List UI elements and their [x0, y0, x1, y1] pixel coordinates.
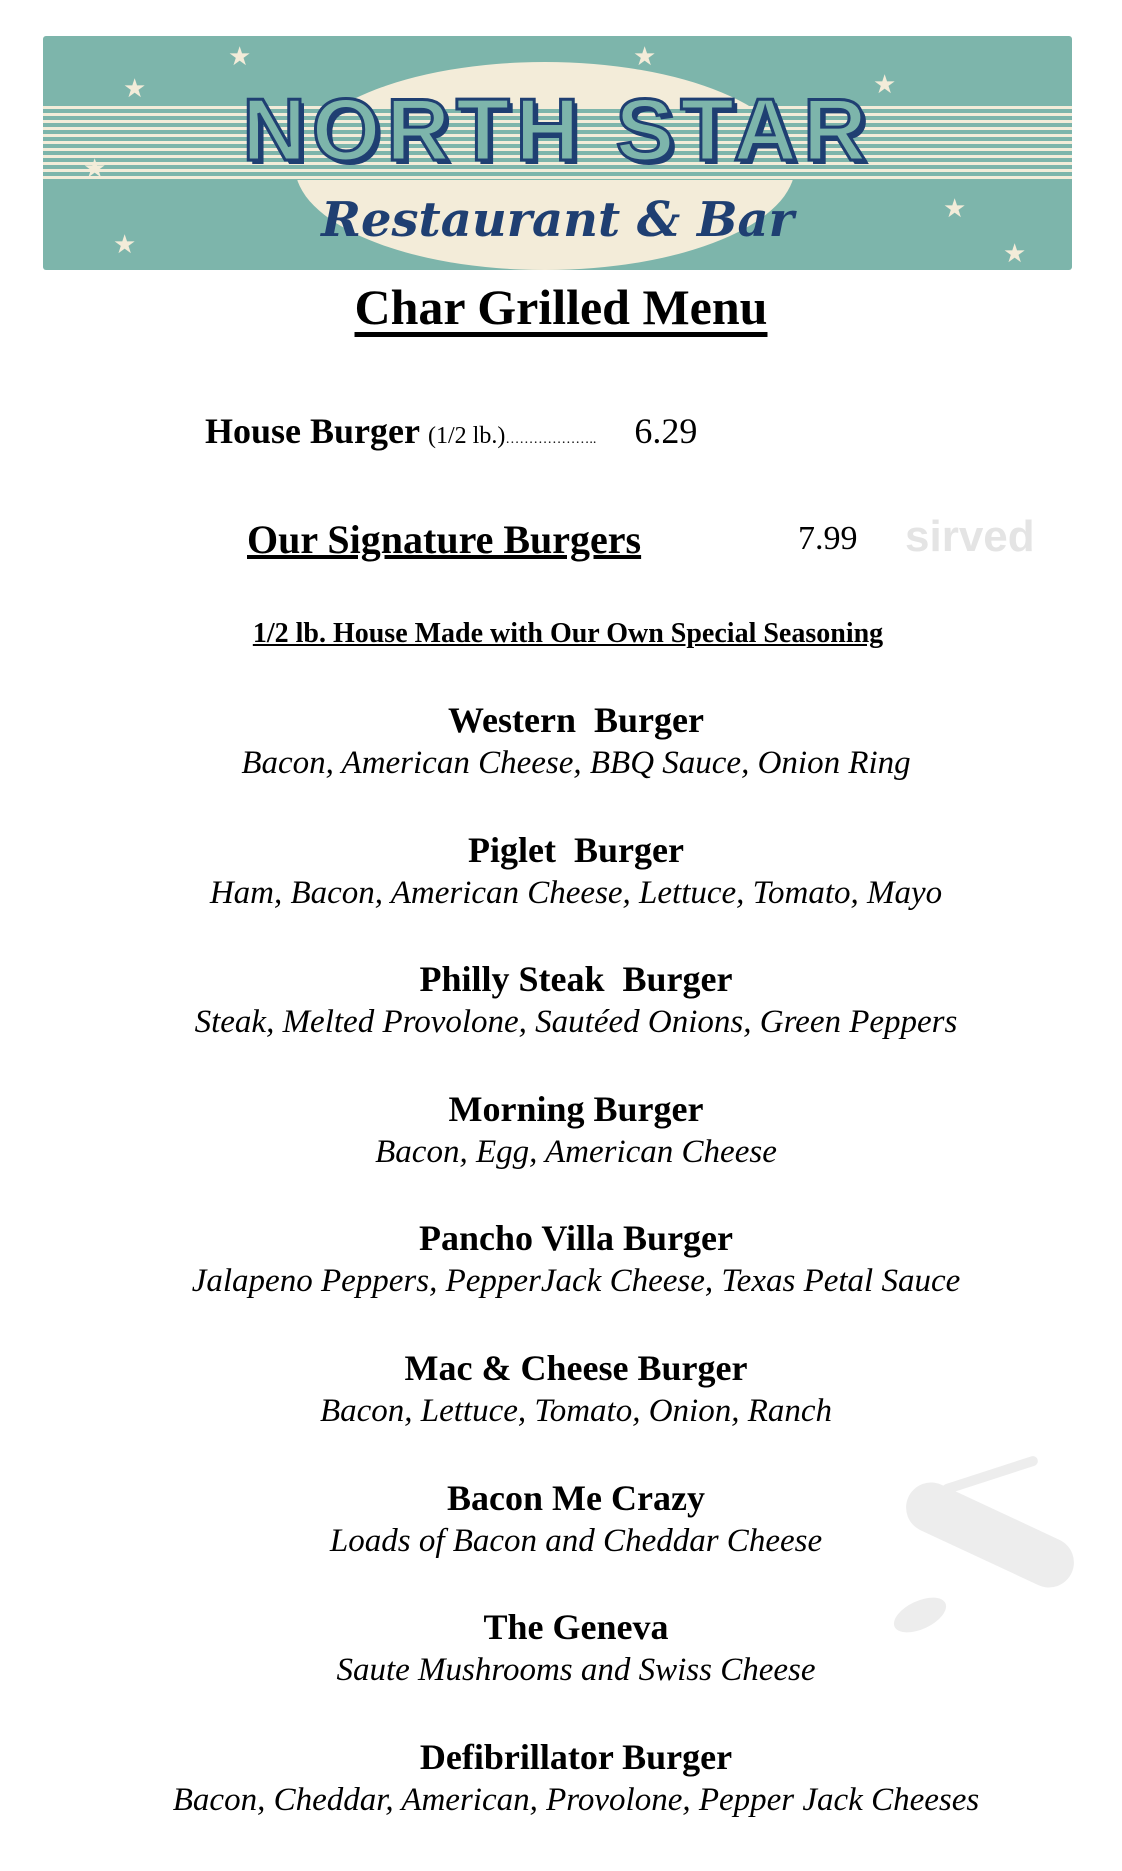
- item-name: Philly Steak Burger: [419, 959, 733, 1000]
- item-description: Ham, Bacon, American Cheese, Lettuce, Tomato, Mayo: [209, 874, 943, 911]
- item-name: Pancho Villa Burger: [419, 1218, 733, 1259]
- item-name: The Geneva: [483, 1607, 669, 1648]
- house-burger-price: 6.29: [634, 411, 698, 451]
- star-icon: ★: [83, 154, 107, 183]
- item-name: Western Burger: [448, 700, 704, 740]
- item-name: Bacon Me Crazy: [447, 1477, 705, 1518]
- star-icon: ★: [943, 194, 967, 223]
- restaurant-logo-banner: [43, 36, 1072, 270]
- item-description: Bacon, Cheddar, American, Provolone, Pepper Jack Cheeses: [172, 1781, 980, 1818]
- watermark-text: sirved: [905, 512, 1035, 561]
- logo-name: NORTH STAR: [242, 80, 873, 179]
- house-burger-size: (1/2 lb.): [427, 423, 506, 449]
- star-icon: ★: [123, 74, 147, 103]
- menu-item: [0, 1086, 1122, 1216]
- item-name: Piglet Burger: [468, 829, 684, 870]
- signature-heading: Our Signature Burgers: [247, 517, 642, 562]
- item-description: Loads of Bacon and Cheddar Cheese: [329, 1522, 823, 1559]
- house-burger-name: House Burger: [205, 411, 420, 451]
- logo-subtitle: Restaurant & Bar: [321, 192, 794, 248]
- item-name: Morning Burger: [448, 1088, 704, 1129]
- menu-item: [0, 956, 1122, 1086]
- star-icon: ★: [873, 70, 897, 99]
- star-icon: ★: [113, 230, 137, 259]
- menu-item: [0, 1475, 1122, 1605]
- item-description: Bacon, Egg, American Cheese: [375, 1133, 777, 1170]
- item-description: Jalapeno Peppers, PepperJack Cheese, Texas Petal Sauce: [191, 1263, 961, 1300]
- item-name: Defibrillator Burger: [419, 1736, 733, 1777]
- menu-item: [0, 1604, 1122, 1734]
- menu-item: [0, 1345, 1122, 1475]
- signature-price: 7.99: [798, 520, 858, 557]
- house-burger-line: [205, 410, 697, 452]
- star-icon: ★: [1003, 239, 1027, 268]
- star-icon: ★: [228, 42, 252, 71]
- star-icon: ★: [633, 42, 657, 71]
- signature-subheading: 1/2 lb. House Made with Our Own Special Seasoning: [252, 618, 884, 649]
- item-name: Mac & Cheese Burger: [404, 1347, 748, 1388]
- dot-leader: ………………..: [505, 432, 597, 447]
- menu-item: [0, 697, 1122, 827]
- burger-list: [0, 697, 1122, 1863]
- item-description: Saute Mushrooms and Swiss Cheese: [336, 1652, 816, 1689]
- item-description: Bacon, Lettuce, Tomato, Onion, Ranch: [319, 1392, 833, 1429]
- menu-item: [0, 827, 1122, 957]
- item-description: Bacon, American Cheese, BBQ Sauce, Onion Ring: [241, 745, 911, 781]
- menu-item: [0, 1734, 1122, 1864]
- menu-title: Char Grilled Menu: [354, 279, 768, 335]
- item-description: Steak, Melted Provolone, Sautéed Onions, Green Peppers: [194, 1004, 958, 1041]
- menu-item: [0, 1215, 1122, 1345]
